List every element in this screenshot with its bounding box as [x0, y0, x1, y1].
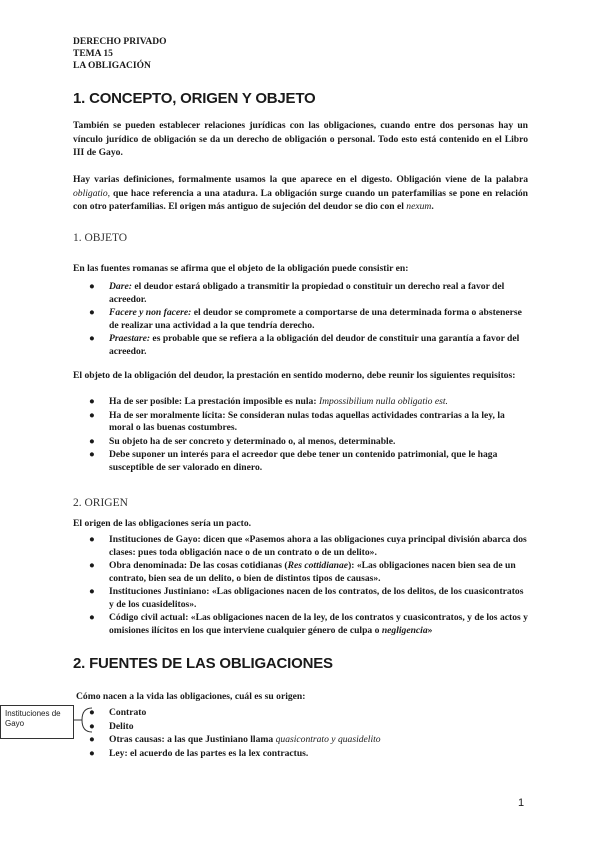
- list-item: ● Facere y non facere: el deudor se compromete a comportarse de una determinada forma o abstenerse de realizar una actividad a la que tendría derecho.: [89, 307, 522, 331]
- paragraph-intro: También se pueden establecer relaciones jurídicas con las obligaciones, cuando entre dos personas hay un vínculo jurídico de obligación se da un derecho de obligación o personal. Todo esto está contenido en el Libro III de Gayo.: [73, 120, 528, 158]
- header-subject: LA OBLIGACIÓN: [73, 61, 151, 71]
- list-item: ● Dare: el deudor estará obligado a transmitir la propiedad o constituir un derecho real a favor del acreedor.: [89, 281, 505, 305]
- requisitos-intro: El objeto de la obligación del deudor, la prestación en sentido moderno, debe reunir los siguientes requisitos:: [73, 370, 516, 381]
- list-item: ● Delito: [89, 720, 134, 732]
- list-item: ● Instituciones de Gayo: dicen que «Pasemos ahora a las obligaciones cuya principal división abarca dos clases: pues toda obligación nace o de un contrato o de un delito».: [89, 534, 527, 558]
- list-item: ● Obra denominada: De las cosas cotidianas (Res cottidianae): «Las obligaciones nacen bien sea de un contrato, bien sea de un delito, o bien de distintos tipos de causas».: [89, 560, 516, 584]
- fuentes-intro: Cómo nacen a la vida las obligaciones, cuál es su origen:: [76, 691, 306, 702]
- requisitos-list: [73, 396, 528, 475]
- list-item: ● Debe suponer un interés para el acreedor que debe tener un contenido patrimonial, que le haga susceptible de ser valorado en dinero.: [89, 449, 498, 473]
- list-item: ● Instituciones Justiniano: «Las obligaciones nacen de los contratos, de los delitos, de los cuasicontratos y de los cuasidelitos».: [89, 586, 524, 610]
- margin-note-box: Instituciones de Gayo: [0, 705, 74, 739]
- objeto-list: [73, 281, 528, 359]
- subsection-title-objeto: 1. OBJETO: [73, 232, 128, 244]
- subsection-title-origen: 2. ORIGEN: [73, 497, 128, 509]
- list-item: ● Ley: el acuerdo de las partes es la lex contractus.: [89, 747, 309, 759]
- list-item: ● Contrato: [89, 707, 147, 718]
- origen-list: [73, 534, 528, 638]
- list-item: ● Código civil actual: «Las obligaciones nacen de la ley, de los contratos y cuasicontratos, y de los actos y omisiones ilícitos en los que interviene cualquier género de culpa o negligencia»: [89, 612, 528, 636]
- section-title-concepto: 1. CONCEPTO, ORIGEN Y OBJETO: [73, 90, 316, 107]
- origen-intro: El origen de las obligaciones sería un pacto.: [73, 518, 252, 529]
- fuentes-list: [73, 707, 528, 761]
- list-item: ● Otras causas: a las que Justiniano llama quasicontrato y quasidelito: [89, 734, 381, 745]
- section-title-fuentes: 2. FUENTES DE LAS OBLIGACIONES: [73, 655, 333, 672]
- paragraph-definition: Hay varias definiciones, formalmente usamos la que aparece en el digesto. Obligación viene de la palabra obligatio, que hace referencia a una atadura. La obligación surge cuando un paterfamilias se pone en relación con otro paterfamilias. El origen más antiguo de sujeción del deudor se dio con el nexum.: [73, 174, 528, 212]
- list-item: ● Ha de ser moralmente lícita: Se consideran nulas todas aquellas actividades contrarias a la ley, la moral o las buenas costumbres.: [89, 409, 505, 433]
- list-item: ● Su objeto ha de ser concreto y determinado o, al menos, determinable.: [89, 435, 396, 447]
- document-header: [73, 36, 167, 72]
- header-topic: TEMA 15: [73, 49, 113, 59]
- header-course: DERECHO PRIVADO: [73, 37, 167, 47]
- list-item: ● Ha de ser posible: La prestación imposible es nula: Impossibilium nulla obligatio est.: [89, 396, 448, 407]
- list-item: ● Praestare: es probable que se refiera a la obligación del deudor de constituir una garantía a favor del acreedor.: [89, 333, 520, 357]
- page-number: 1: [518, 797, 525, 809]
- objeto-intro: En las fuentes romanas se afirma que el objeto de la obligación puede consistir en:: [73, 263, 409, 274]
